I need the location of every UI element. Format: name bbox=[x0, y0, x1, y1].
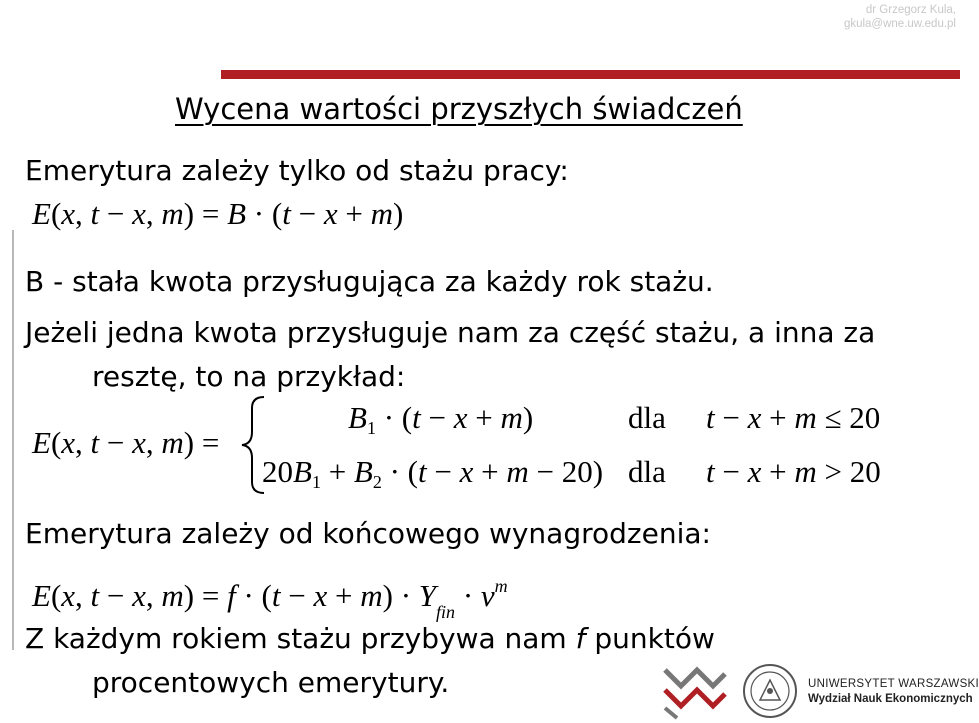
faculty-logo-icon bbox=[655, 662, 733, 720]
text-line-5a-f: f bbox=[575, 622, 586, 655]
text-line-1: Emerytura zależy tylko od stażu pracy: bbox=[25, 154, 569, 187]
university-line-1: UNIWERSYTET WARSZAWSKI bbox=[808, 678, 979, 690]
formula-2-case-1-cond: t − x + m ≤ 20 bbox=[706, 400, 881, 435]
text-line-5b: procentowych emerytury. bbox=[92, 666, 450, 699]
author-credit bbox=[844, 3, 956, 31]
slide-title: Wycena wartości przyszłych świadczeń bbox=[175, 92, 743, 126]
formula-2-case-1: $B_1 \cdot (t - x + m)$ bbox=[348, 400, 534, 438]
formula-1: E(x, t − x, m) = B · (t − x + m) bbox=[32, 196, 404, 231]
university-line-2: Wydział Nauk Ekonomicznych bbox=[808, 693, 973, 705]
text-line-2: B - stała kwota przysługująca za każdy rok stażu. bbox=[25, 265, 714, 298]
formula-2-case-2-cond: t − x + m > 20 bbox=[706, 454, 881, 489]
accent-bar bbox=[221, 70, 960, 79]
author-name: dr Grzegorz Kula, bbox=[865, 4, 956, 16]
text-line-5a bbox=[25, 622, 715, 656]
author-email: gkula@wne.uw.edu.pl bbox=[843, 18, 956, 30]
formula-3: E(x, t − x, $m) = f \cdot (t - x + m) \cdot Y_{fin} \cdot v^m$ bbox=[32, 576, 508, 622]
text-line-3a: Jeżeli jedna kwota przysługuje nam za część stażu, a inna za bbox=[25, 316, 876, 349]
formula-2-case-1-dla: dla bbox=[628, 400, 666, 435]
text-line-3b: resztę, to na przykład: bbox=[92, 360, 406, 393]
text-line-4: Emerytura zależy od końcowego wynagrodzenia: bbox=[25, 517, 711, 550]
left-rule bbox=[12, 230, 14, 650]
formula-2-case-2: $20B_1 + B_2 \cdot (t - x + m - 20)$ bbox=[262, 454, 604, 492]
university-name bbox=[808, 677, 979, 707]
formula-2-case-2-dla: dla bbox=[628, 454, 666, 489]
text-line-5a-post: punktów bbox=[585, 622, 715, 655]
formula-2-lhs: E(x, t − x, m) = bbox=[32, 425, 220, 460]
university-seal-icon bbox=[742, 662, 798, 720]
text-line-5a-pre: Z każdym rokiem stażu przybywa nam bbox=[25, 622, 576, 655]
